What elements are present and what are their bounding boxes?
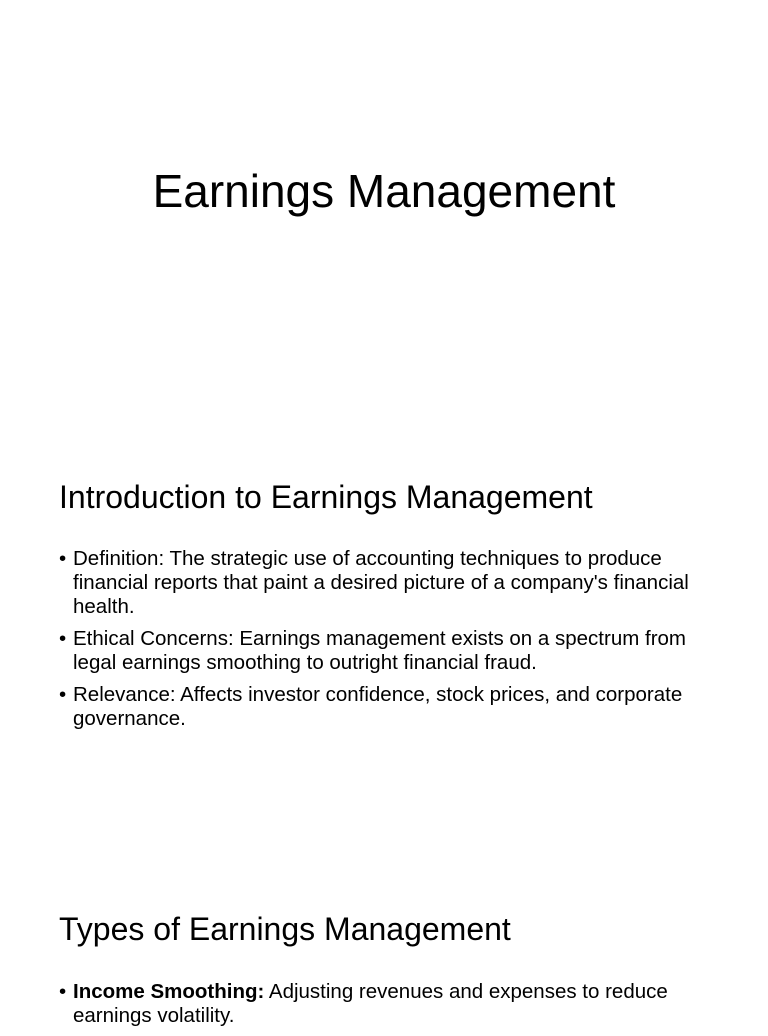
bullet-text-definition: Definition: The strategic use of accounting techniques to produce financial reports that paint a desired picture of a company's financial health. xyxy=(73,547,689,618)
title-slide xyxy=(0,0,768,400)
intro-section xyxy=(59,476,709,739)
bullet-text-ethical-concerns: Ethical Concerns: Earnings management exists on a spectrum from legal earnings smoothing to outright financial fraud. xyxy=(73,627,686,674)
types-heading: Types of Earnings Management xyxy=(59,911,511,947)
intro-bullet-list xyxy=(59,547,709,731)
bullet-text-income-smoothing: Adjusting revenues and expenses to reduce earnings volatility. xyxy=(73,980,668,1027)
bullet-marker: • xyxy=(59,683,67,706)
list-item xyxy=(59,980,709,1028)
list-item xyxy=(59,547,709,619)
list-item xyxy=(59,683,709,731)
bullet-marker: • xyxy=(59,980,67,1003)
bullet-marker: • xyxy=(59,547,67,570)
bullet-text-relevance: Relevance: Affects investor confidence, stock prices, and corporate governance. xyxy=(73,683,683,730)
presentation-title: Earnings Management xyxy=(152,165,616,217)
types-bullet-list xyxy=(59,980,709,1028)
bullet-term-income-smoothing: Income Smoothing: xyxy=(73,980,265,1003)
types-section xyxy=(59,908,709,1036)
list-item xyxy=(59,627,709,675)
intro-heading: Introduction to Earnings Management xyxy=(59,479,593,515)
bullet-marker: • xyxy=(59,627,67,650)
